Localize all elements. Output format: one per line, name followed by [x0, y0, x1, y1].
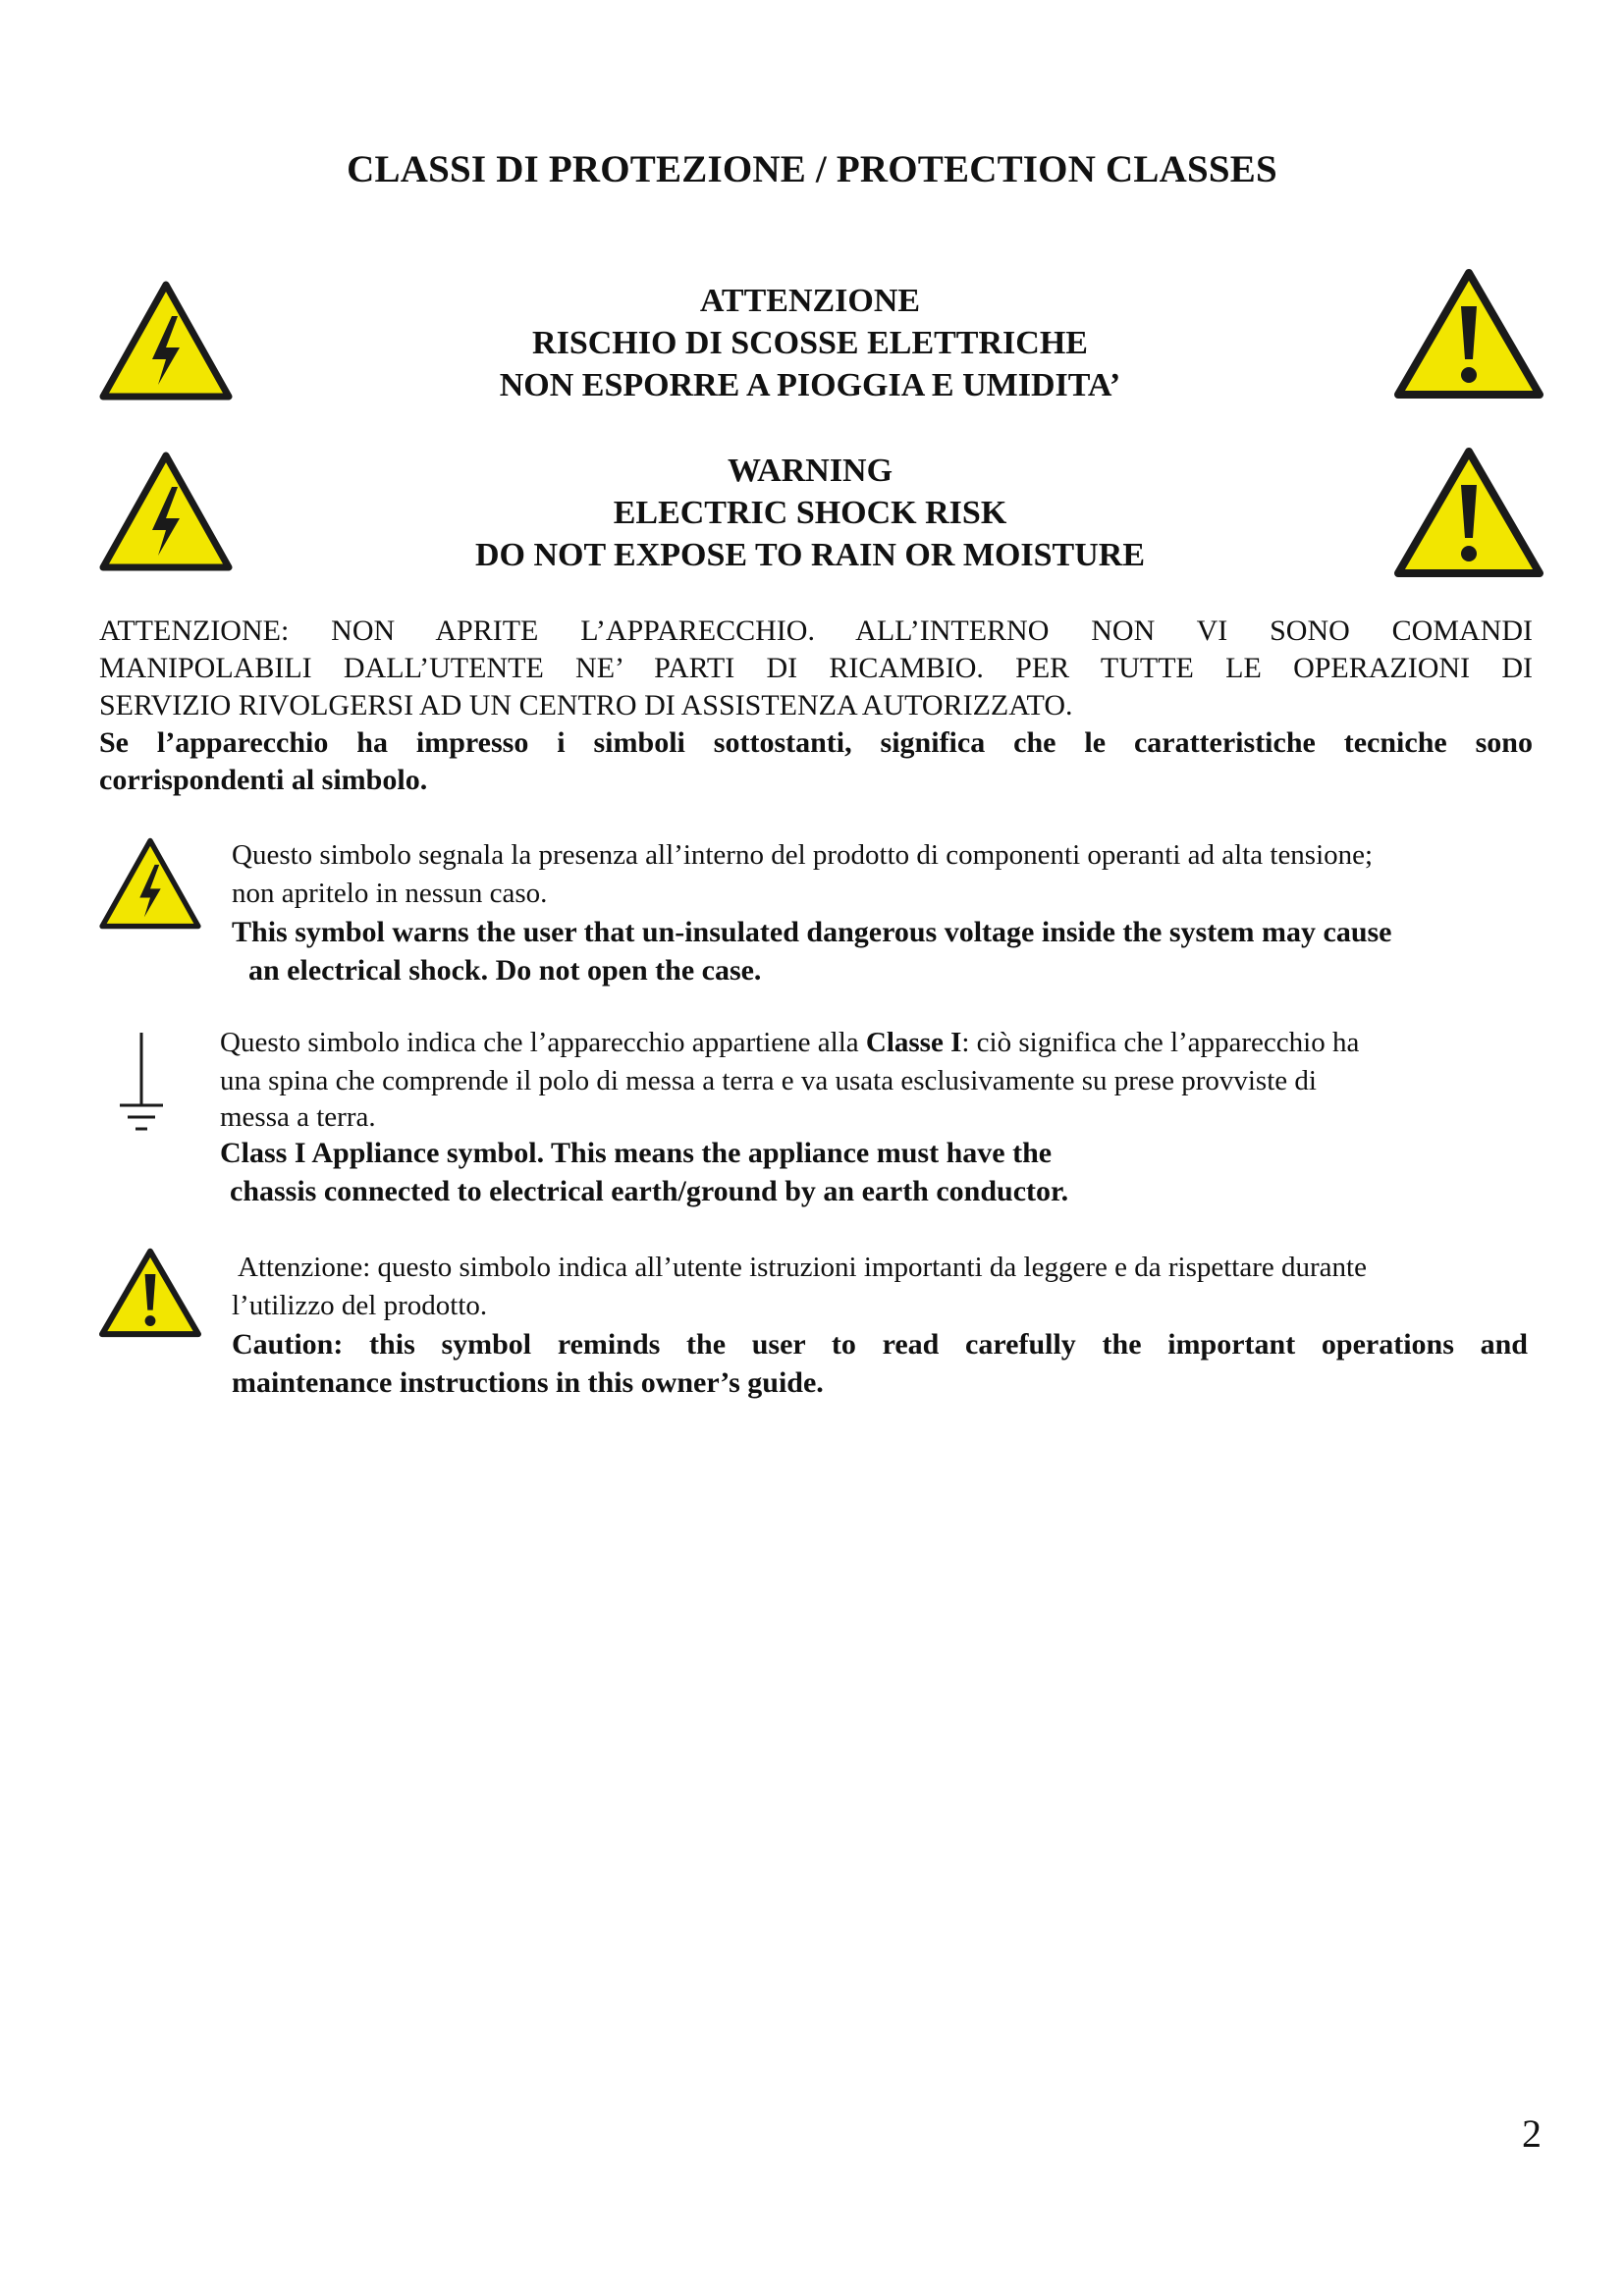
page-title: CLASSI DI PROTEZIONE / PROTECTION CLASSES	[347, 148, 1277, 190]
symbol-description-caution	[232, 1249, 1528, 1402]
symbol-text-it: una spina che comprende il polo di messa a terra e va usata esclusivamente su prese provviste di	[220, 1065, 1317, 1096]
page-number: 2	[1522, 2111, 1542, 2156]
symbol-text-en: an electrical shock. Do not open the case.	[248, 954, 762, 987]
symbol-text-en: Caution: this symbol reminds the user to read carefully the important operations and	[232, 1328, 1528, 1361]
electric-shock-icon	[99, 452, 233, 571]
symbol-text-it: non apritelo in nessun caso.	[232, 878, 548, 909]
notice-line: MANIPOLABILI DALL’UTENTE NE’ PARTI DI RICAMBIO. PER TUTTE LE OPERAZIONI DI	[99, 652, 1533, 684]
warning-heading: ATTENZIONE	[699, 283, 921, 319]
notice-line: ATTENZIONE: NON APRITE L’APPARECCHIO. ALL’INTERNO NON VI SONO COMANDI	[99, 614, 1533, 647]
symbol-text-en: Class I Appliance symbol. This means the appliance must have the	[220, 1137, 1053, 1169]
symbol-text-it-part: : ciò significa che l’apparecchio ha	[961, 1027, 1360, 1058]
electric-shock-icon	[99, 837, 201, 930]
exclamation-warning-icon	[98, 1247, 202, 1339]
warning-line: RISCHIO DI SCOSSE ELETTRICHE	[532, 325, 1088, 361]
notice-paragraph	[99, 613, 1533, 799]
symbol-text-it: messa a terra.	[220, 1101, 376, 1133]
symbol-text-it-part: Questo simbolo indica che l’apparecchio appartiene alla	[220, 1027, 866, 1058]
warning-english	[295, 450, 1326, 576]
symbol-text-en: This symbol warns the user that un-insulated dangerous voltage inside the system may cause	[232, 916, 1392, 948]
symbol-text-en: chassis connected to electrical earth/ground by an earth conductor.	[230, 1175, 1069, 1207]
ground-icon	[98, 1021, 185, 1143]
notice-bold-line: corrispondenti al simbolo.	[99, 764, 428, 796]
warning-line: NON ESPORRE A PIOGGIA E UMIDITA’	[499, 367, 1121, 403]
symbol-text-it: Questo simbolo segnala la presenza all’interno del prodotto di componenti operanti ad alta tensione;	[232, 839, 1374, 871]
warning-italian	[295, 280, 1326, 406]
exclamation-warning-icon	[1392, 446, 1545, 579]
warning-line: DO NOT EXPOSE TO RAIN OR MOISTURE	[474, 537, 1146, 573]
symbol-text-en: maintenance instructions in this owner’s guide.	[232, 1366, 824, 1399]
symbol-text-it: Attenzione: questo simbolo indica all’utente istruzioni importanti da leggere e da rispettare durante	[238, 1252, 1367, 1283]
symbol-description-shock	[232, 836, 1547, 989]
warning-heading: WARNING	[727, 453, 893, 489]
symbol-description-ground	[220, 1024, 1547, 1210]
electric-shock-icon	[99, 281, 233, 400]
class-i-label: Classe I	[865, 1027, 962, 1058]
exclamation-warning-icon	[1392, 267, 1545, 400]
symbol-text-it: l’utilizzo del prodotto.	[232, 1290, 488, 1321]
warning-line: ELECTRIC SHOCK RISK	[613, 495, 1007, 531]
notice-line: SERVIZIO RIVOLGERSI AD UN CENTRO DI ASSISTENZA AUTORIZZATO.	[99, 689, 1073, 721]
notice-bold-line: Se l’apparecchio ha impresso i simboli sottostanti, significa che le caratteristiche tecniche sono	[99, 726, 1533, 759]
symbol-text-it	[220, 1024, 1547, 1062]
